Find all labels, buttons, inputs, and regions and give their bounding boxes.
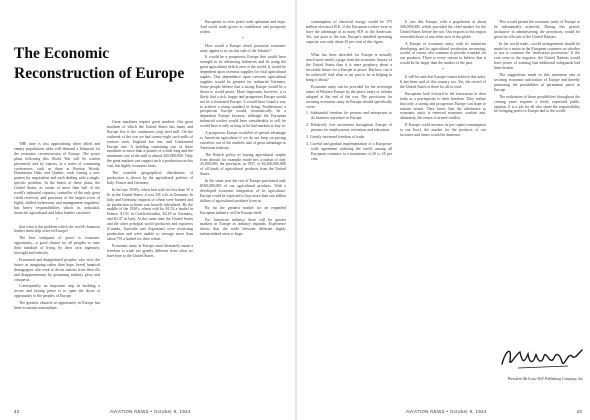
paragraph: In the late 1930's, when lard sold for less than 5¢ a lb. in the United States, it cost 23¢ a lb. in Germany. In Italy and Germany, imports of wheat were banned and its production at home was heavily subsidized. By the middle of the 1930's, wheat sold for $1.53 a bushel in France, $1.91 in Czechoslovakia, $2.29 in Germany, and $2.47 in Italy. At the same time the United States and the other principal world producers and exporters (Canada, Australia and Argentina) were restricting production and were unable to average more than about 75¢ a bushel for their wheat. [107, 187, 193, 241]
paragraph: Economic unity can be provided for the sovereign states of Western Europe by the peace treaty or treaties adopted at the end of the war. The provisions for securing economic unity in Europe should specifically cover: [306, 84, 392, 109]
paragraph: The wasteful geographical distribution of production is shown by the agricultural policies of Italy, France and Germany. [107, 171, 193, 185]
article-title [14, 44, 185, 84]
signature-image [498, 340, 584, 374]
left-column-1 [14, 142, 100, 402]
paragraph: Europeans look forward to the restoration of their trade as a prerequisite to their freedom. They realize that only a strong and prosperous Europe can hope to remain secure. They know that the alternative to economic unity is renewed economic warfare and, ultimately, the return of armed conflict. [400, 91, 486, 121]
list-item: 3. Greatly increased freedom of trade. [306, 135, 366, 140]
paragraph: In the same year the rest of Europe purchased only $500,000,000 of our agricultural products. With a developed economic integration of its agriculture, Europe could be expected to buy more than one billion dollars of agricultural products from us. [200, 179, 286, 203]
paragraph: The best safeguard of peace is economic opportunity—a good chance for all peoples to raise their standard of living by their own ingenuity, foresight and industry. [14, 236, 100, 256]
list-item: 1. Substantial freedom for persons and enterprises to do business anywhere in Europe. [306, 111, 392, 121]
page-gutter [295, 0, 297, 420]
paragraph: Consequently, an important step in building a secure and lasting peace is to open the doors of opportunity to the peoples of Europe. [14, 284, 100, 299]
title-line-1: The Economic [14, 45, 110, 62]
page-number: 43 [576, 409, 582, 414]
paragraph: Great machines require great markets. Our great machine of which the United States has many and Europe few is the continuous strip steel mill. On the outbreak of the war we had twenty-eight such mills of various sizes, England but one, and Continental Europe one. A building containing one of these machines is more than a quarter of a mile long and the minimum cost of the mill is almost $25,000,000. Only the great markets can support such a production on this vast, but highly economic basis. [107, 120, 193, 169]
paragraph: It would be a prosperous Europe that would have strength in its advancing industries and be using the great agricultural deficit area of the world. It would be dependent upon overseas supplies for vital agricultural staples. This dependence upon overseas agricultural supplies would be greatest for industrial Germany. Some people believe that a strong Europe would be a threat to world peace. More important, however, it is likely that a rich, happy and prosperous Europe would not be a frustrated Europe. It would have found a way to achieve a rising standard of living. Furthermore, a prosperous Europe would, economically, be a dependent Europe because, although the European industrial worker would have considerably to sell, he would have it only as long as he had markets to buy in. [200, 55, 286, 129]
paragraph: What has been sketched for Europe is actually much more nearly a page from the economic history of the United States than it is mere prophecy about a favorable future for a Europe at peace. But how can it be achieved? And what is our part to be in helping to bring it about? [306, 53, 392, 82]
list-item: 4. Careful and gradual implementation of a European-wide agreement reducing the tariffs among all European countries to a maximum of 20 to 25 per cent. [306, 141, 392, 161]
paragraph: The British policy of buying agricultural staples from abroad, for example, made her, a nation of only 45,000,000, the purchaser, in 1937, of $2,200,000,000 of all kinds of agricultural products from the United States. [200, 152, 286, 177]
paragraph: It was this Europe, with a population of about 300,000,000, which provided the chief market for the United States before the war. Our exports to this region exceeded those of any other area of the globe. [400, 20, 486, 39]
left-column-3 [200, 20, 286, 402]
paragraph: Frustrated and disappointed peoples, who view the future as imagining rather than hope, breed fanatical demagogues who seek to divert nations from their ills and disappointments by promising military glory and conquests. [14, 257, 100, 282]
paragraph: How would a Europe which possesses economic unity appear to us on this side of the Atlantic? [200, 43, 286, 53]
right-column-3 [494, 20, 580, 330]
paragraph: This would permit the economic unity of Europe to be substantially achieved. During this period, assistance in administering the provisions would be given by officials of the United Nations. [494, 20, 580, 39]
paragraph: The greatest obstacle to opportunity in Europe has been economic nationalism. [14, 301, 100, 311]
footer-line: AVIATION NEWS • October 9, 1944 [406, 409, 487, 414]
paragraph: consumption of electrical energy would be 175 million electrical H.P., if the European worker were to have the advantage of as many H.P. as the American. Yet, just prior to the war, Europe's installed operating capacity was only about 45 per cent of this figure. [306, 20, 392, 44]
paragraph: A Europe of economic unity, with its industries developing and its agricultural production increasing, would, of course, also continue to provide a market for our products. There is every reason to believe that it would be far larger than the market of the past. [400, 41, 486, 66]
paragraph: By far the greatest market for an expanded European industry will be Europe itself. [200, 205, 286, 215]
right-column-2 [400, 20, 486, 402]
paragraph: The suggestions made in this statement aim at securing economic unification of Europe and thereby promoting the possibilities of permanent peace in Europe. [494, 73, 580, 92]
paragraph: Economic unity in Europe must ultimately mean a freedom to trade not greatly different from what we have here in the United States. [107, 243, 193, 258]
section-divider: * [242, 36, 244, 41]
paragraph: If Europe could increase its per capita consumption to our level, the market for the products of our factories and farms would be immense. [400, 123, 486, 138]
left-column-2 [107, 120, 193, 402]
right-page [298, 0, 590, 420]
paragraph: The realization of these possibilities throughout the coming years requires a freely expressed public opinion. It is a job for all who share the responsibility for bringing peace to Europe and to the world. [494, 94, 580, 114]
paragraph: A prosperous Europe would be of special advantage to American agriculture if we do not keep on pricing ourselves out of the markets and of great advantage to American industry. [200, 131, 286, 150]
right-column-1 [306, 20, 392, 402]
section-divider: * [442, 68, 444, 73]
paragraph: For American industry, there will be greater markets in Europe as industry expands. Experience shows that the trade between different highly industrialized areas is large. [200, 217, 286, 237]
paragraph: It will be said that Europe cannot achieve this unity. It has been said of this country too. Yet, the record of the United States is there for all to read. [400, 75, 486, 89]
paragraph: THE time is fast approaching when allied and enemy populations alike will demand a blueprint for the economic reconstruction of Europe. The peace plans following this World War will be written piecemeal, and by experts, at a series of continuing conferences, such as those at Bretton Woods, Dumbarton Oaks and Quebec, each tracing a new pattern for negotiation and each dealing with a single, specific problem. In the hearts of these plans, the United States, as owner of more than half of the world's industrial capacity, controller of the only great credit reservoir, and possessor of the largest force of highly skilled technicians and management engineers, has heavy responsibilities which its industrial, financial, agricultural and labor leaders can meet. [14, 142, 100, 215]
footer-line: AVIATION NEWS • October 9, 1944 [110, 409, 191, 414]
title-line-2: Reconstruction of Europe [14, 65, 185, 82]
paragraph: In the world trade—world arrangements should be made for a union in the European countries on whether or not to continue the 'unification provisions.' If the vote were in the negative, the United Nations would have power of warning that additional safeguards had been broken. [494, 41, 580, 71]
section-divider: * [56, 217, 58, 222]
page-number: 42 [14, 409, 20, 414]
paragraph: Europeans to view peace with optimism and hope. And world trade grows as confidence and prosperity widen. [200, 20, 286, 34]
paragraph: Just what is the problem which the world's business leaders must help solve in Europe? [14, 224, 100, 234]
signature-caption: President McGraw-Hill Publishing Company, Inc. [507, 377, 584, 381]
list-item: 2. Relatively free movement throughout Europe of persons for employment, recreation and education. [306, 123, 392, 133]
section-divider: * [348, 46, 350, 51]
